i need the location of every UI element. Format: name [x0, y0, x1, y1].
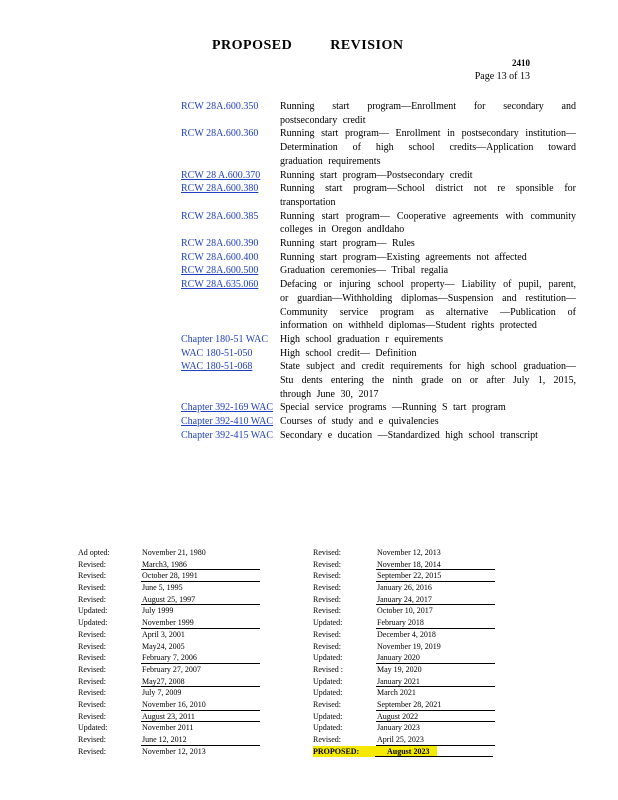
history-row	[313, 641, 495, 653]
history-label: Updated:	[78, 618, 108, 628]
reference-item	[181, 401, 576, 415]
history-row	[313, 605, 495, 617]
history-row	[78, 629, 260, 641]
history-row	[78, 687, 260, 699]
history-row	[78, 594, 260, 606]
reference-item	[181, 251, 576, 265]
history-date: January 2023	[377, 723, 420, 733]
history-label: Revised:	[78, 711, 106, 721]
history-date: June 5, 1995	[142, 583, 183, 593]
history-label: Revised:	[78, 735, 106, 744]
history-label: Revised:	[78, 676, 106, 686]
history-label: Updated:	[313, 676, 343, 686]
reference-description: Running start program—Postsecondary credit	[280, 169, 473, 181]
history-label: Revised:	[313, 571, 341, 581]
reference-description: Running start program— Cooperative agreements with community colleges in Oregon andIdaho	[280, 210, 576, 236]
history-date: January 2021	[376, 676, 495, 688]
reference-item	[181, 360, 576, 401]
history-label: Revised :	[313, 664, 343, 674]
reference-link[interactable]: RCW 28A.635.060	[181, 279, 259, 291]
proposed-row	[313, 746, 495, 758]
history-label: Revised:	[78, 629, 106, 639]
history-date: March 2021	[377, 688, 416, 698]
history-row	[313, 699, 495, 711]
reference-description: Running start program—Enrollment for secondary and postsecondary credit	[280, 101, 576, 126]
reference-link[interactable]: RCW 28A.600.360	[181, 128, 259, 140]
policy-number: 2410	[512, 58, 530, 68]
history-date: May27, 2008	[141, 676, 260, 688]
history-row	[313, 711, 495, 723]
history-row	[313, 676, 495, 688]
history-row	[313, 559, 495, 571]
reference-description: Graduation ceremonies— Tribal regalia	[280, 265, 449, 277]
history-date: November 1999	[141, 617, 260, 629]
reference-item	[181, 415, 576, 429]
reference-description: Courses of study and e quivalencies	[280, 416, 439, 428]
history-label: Revised:	[313, 559, 341, 569]
reference-description: Secondary e ducation —Standardized high school transcript	[280, 429, 538, 441]
history-row	[78, 676, 260, 688]
history-row	[78, 547, 260, 559]
history-label: Revised:	[78, 664, 106, 674]
history-date: May 19, 2020	[377, 664, 422, 674]
history-row	[313, 617, 495, 629]
history-date: January 2020	[376, 652, 495, 664]
history-label: Revised:	[78, 594, 106, 604]
proposed-date: August 2023	[375, 746, 437, 758]
reference-description: Special service programs —Running S tart program	[280, 402, 506, 414]
reference-link[interactable]: RCW 28A.600.390	[181, 238, 259, 250]
history-row	[78, 722, 260, 734]
history-label: Revised:	[78, 571, 106, 581]
history-label: Revised:	[78, 746, 106, 756]
reference-link[interactable]: Chapter 180-51 WAC	[181, 333, 269, 345]
history-left-column	[78, 547, 260, 757]
history-row	[313, 582, 495, 594]
reference-description: Running start program— Rules	[280, 238, 415, 250]
reference-item	[181, 169, 576, 183]
history-date: November 16, 2010	[141, 699, 260, 711]
history-date: March3, 1986	[141, 559, 260, 571]
history-label: Revised:	[313, 583, 341, 593]
history-label: Revised:	[78, 699, 106, 709]
history-row	[78, 641, 260, 653]
history-row	[78, 734, 260, 746]
history-row	[78, 605, 260, 617]
history-label: Revised:	[78, 559, 106, 569]
history-date: November 12, 2013	[377, 548, 441, 557]
reference-link[interactable]: RCW 28A.600.400	[181, 251, 259, 263]
history-label: Updated:	[78, 723, 108, 733]
history-date: November 2011	[142, 723, 194, 733]
history-date: April 25, 2023	[376, 734, 495, 746]
reference-item	[181, 237, 576, 251]
history-date: August 23, 2011	[141, 711, 260, 723]
title-word-revision: REVISION	[330, 38, 404, 53]
reference-description: Running start program—Existing agreements not affected	[280, 251, 527, 263]
history-date: August 2022	[376, 711, 495, 723]
history-date: November 18, 2014	[376, 559, 495, 571]
reference-item	[181, 278, 576, 333]
history-right-column	[313, 547, 495, 757]
history-date: May24, 2005	[142, 641, 185, 651]
history-label: Revised:	[313, 594, 341, 604]
reference-item	[181, 429, 576, 443]
history-date: September 28, 2021	[376, 699, 495, 711]
history-row	[78, 617, 260, 629]
reference-link[interactable]: RCW 28A.600.380	[181, 183, 259, 195]
history-date: April 3, 2001	[142, 629, 185, 639]
history-label: Updated:	[313, 711, 343, 721]
reference-link[interactable]: WAC 180-51-050	[181, 347, 253, 359]
history-row	[313, 570, 495, 582]
history-label: Updated:	[313, 618, 343, 628]
history-label: Revised:	[313, 641, 341, 651]
reference-link[interactable]: RCW 28 A.600.370	[181, 169, 261, 181]
history-date: December 4, 2018	[377, 629, 436, 639]
history-row	[78, 652, 260, 664]
history-date: February 7, 2006	[141, 652, 260, 664]
history-row	[78, 582, 260, 594]
history-row	[313, 722, 495, 734]
reference-link[interactable]: RCW 28A.600.350	[181, 101, 259, 112]
legal-references	[181, 100, 576, 443]
reference-link[interactable]: RCW 28A.600.500	[181, 265, 259, 277]
history-label: Revised:	[313, 629, 341, 639]
history-label: Updated:	[78, 606, 108, 616]
history-row	[313, 629, 495, 641]
document-title	[212, 38, 403, 54]
history-row	[313, 687, 495, 699]
history-row	[78, 664, 260, 676]
history-label: Ad opted:	[78, 548, 110, 557]
reference-item	[181, 182, 576, 209]
history-date: February 27, 2007	[142, 664, 201, 674]
reference-link[interactable]: RCW 28A.600.385	[181, 210, 259, 222]
history-label: Revised:	[313, 699, 341, 709]
history-label: Updated:	[313, 688, 343, 698]
reference-description: High school credit— Definition	[280, 347, 417, 359]
history-label: Revised:	[313, 735, 341, 744]
history-label: Updated:	[313, 723, 343, 733]
history-date: July 7, 2009	[142, 688, 182, 698]
history-date: November 21, 1980	[142, 548, 206, 557]
reference-item	[181, 347, 576, 361]
reference-item	[181, 100, 576, 127]
reference-link[interactable]: Chapter 392-415 WAC	[181, 429, 274, 441]
history-date: June 12, 2012	[141, 734, 260, 746]
history-row	[313, 547, 495, 559]
history-date: February 2018	[376, 617, 495, 629]
title-word-proposed: PROPOSED	[212, 38, 293, 53]
reference-item	[181, 210, 576, 237]
history-date: November 12, 2013	[142, 746, 206, 756]
reference-link[interactable]: WAC 180-51-068	[181, 361, 253, 373]
history-label: Revised:	[78, 641, 106, 651]
history-row	[313, 664, 495, 676]
reference-item	[181, 264, 576, 278]
history-label: Updated:	[313, 653, 343, 663]
reference-item	[181, 333, 576, 347]
history-date: October 28, 1991	[141, 570, 260, 582]
reference-description: State subject and credit requirements for high school graduation— Stu dents entering the ninth grade on or after July 1, 2015, through June 30, 2017	[280, 361, 576, 400]
history-row	[313, 652, 495, 664]
history-date: October 10, 2017	[377, 606, 433, 616]
history-row	[78, 699, 260, 711]
reference-description: Running start program—School district not re sponsible for transportation	[280, 183, 576, 208]
history-date: November 19, 2019	[377, 641, 441, 651]
reference-item	[181, 127, 576, 168]
history-label: Revised:	[313, 548, 341, 557]
history-date: July 1999	[142, 606, 174, 616]
history-date: September 22, 2015	[376, 570, 495, 582]
history-row	[78, 711, 260, 723]
history-row	[78, 746, 260, 758]
reference-link[interactable]: Chapter 392-169 WAC	[181, 402, 274, 414]
history-row	[313, 594, 495, 606]
proposed-underline	[437, 746, 493, 758]
history-row	[78, 570, 260, 582]
reference-description: Defacing or injuring school property— Liability of pupil, parent, or guardian—Withholding diplomas—Suspension and restitution— Community service program as alternative —Publication of information on withheld diplomas—Student rights protected	[280, 279, 576, 332]
history-date: January 26, 2016	[377, 583, 432, 593]
history-row	[313, 734, 495, 746]
reference-description: Running start program— Enrollment in postsecondary institution—Determination of high school credits—Application toward graduation requirements	[280, 128, 576, 167]
history-row	[78, 559, 260, 571]
proposed-label: PROPOSED:	[313, 746, 375, 758]
history-label: Revised:	[78, 583, 106, 593]
history-label: Revised:	[78, 653, 106, 663]
reference-link[interactable]: Chapter 392-410 WAC	[181, 416, 274, 428]
page-number: Page 13 of 13	[474, 71, 530, 82]
history-date: January 24, 2017	[376, 594, 495, 606]
history-date: August 25, 1997	[141, 594, 260, 606]
history-label: Revised:	[78, 688, 106, 698]
reference-description: High school graduation r equirements	[280, 333, 444, 345]
history-label: Revised:	[313, 606, 341, 616]
